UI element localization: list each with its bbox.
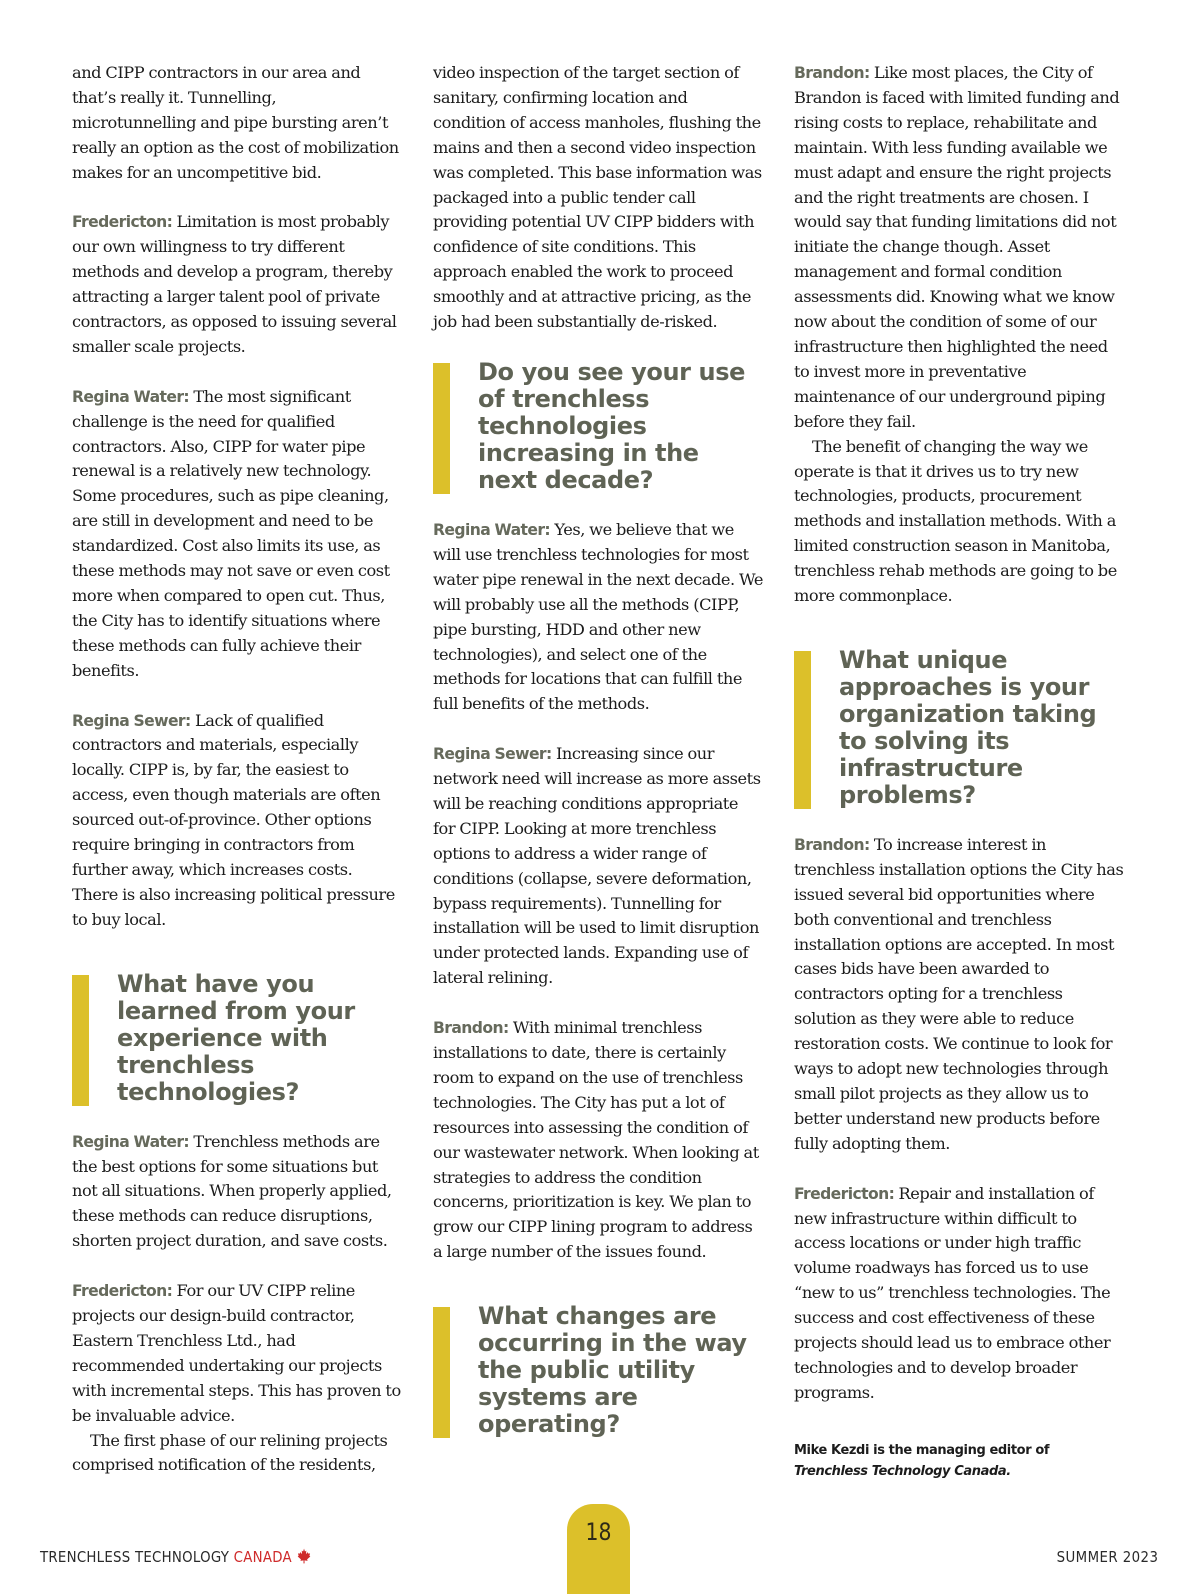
page-number-tab (567, 1504, 630, 1594)
speaker-label: Regina Water: (72, 387, 190, 406)
author-byline (794, 1440, 1124, 1482)
paragraph (72, 1130, 402, 1255)
paragraph-text: Lack of qualified contractors and materials, especially locally. CIPP is, by far, the easiest to access, even though materials are often sourced out-of-province. Other options require bringing in contractors from further away, which increases costs. There is also increasing political pressure to buy local. (72, 710, 395, 929)
paragraph-text: Increasing since our network need will increase as more assets will be reaching conditions appropriate for CIPP. Looking at more trenchless options to address a wider range of conditions (collapse, severe deformation, bypass requirements). Tunnelling for installation will be used to limit disruption under protected lands. Expanding use of lateral relining. (433, 744, 761, 988)
paragraph (72, 709, 402, 933)
question-heading (794, 647, 1124, 809)
maple-leaf-icon (297, 1548, 311, 1568)
footer-publication (40, 1548, 311, 1568)
paragraph (433, 742, 763, 991)
column-3 (794, 61, 1124, 1482)
question-heading (72, 971, 402, 1106)
paragraph-text: Trenchless methods are the best options for some situations but not all situations. When properly applied, these methods can reduce disruptions, shorten project duration, and save costs. (72, 1131, 392, 1251)
paragraph-text: Limitation is most probably our own willingness to try different methods and develop a program, thereby attracting a larger talent pool of private contractors, as opposed to issuing several smaller scale projects. (72, 212, 397, 356)
speaker-label: Brandon: (794, 64, 870, 82)
accent-bar (72, 975, 89, 1106)
paragraph-text: Yes, we believe that we will use trenchless technologies for most water pipe renewal in the next decade. We will probably use all the methods (CIPP, pipe bursting, HDD and other new technologies), and select one of the methods for locations that can fulfill the full benefits of the methods. (433, 519, 763, 714)
paragraph-text: To increase interest in trenchless installation options the City has issued several bid opportunities where both conventional and trenchless installation options are accepted. In most cases bids have been awarded to contractors opting for a trenchless solution as they were able to reduce restoration costs. We continue to look for ways to adopt new technologies through small pilot projects as they allow us to better understand new products before fully adopting them. (794, 834, 1124, 1153)
speaker-label: Fredericton: (794, 1184, 895, 1203)
byline-text: Mike Kezdi is the managing editor of (794, 1442, 1050, 1458)
speaker-label: Regina Sewer: (72, 711, 191, 730)
paragraph (72, 385, 402, 684)
paragraph-text: Repair and installation of new infrastructure within difficult to access locations or under high traffic volume roadways has forced us to use “new to us” trenchless technologies. The success and cost effectiveness of these projects should lead us to embrace other technologies and to develop broader programs. (794, 1183, 1111, 1402)
footer-title-canada: CANADA (233, 1548, 292, 1566)
speaker-label: Brandon: (794, 835, 870, 854)
paragraph: The benefit of changing the way we operate is that it drives us to try new technologies, products, procurement methods and installation methods. With a limited construction season in Manitoba, trenchless rehab methods are going to be more commonplace. (794, 436, 1117, 606)
speaker-label: Brandon: (433, 1019, 509, 1038)
paragraph-text: The most significant challenge is the need for qualified contractors. Also, CIPP for water pipe renewal is a relatively new technology. Some procedures, such as pipe cleaning, are still in development and need to be standardized. Cost also limits its use, as these methods may not save or even cost more when compared to open cut. Thus, the City has to identify situations where these methods can fully achieve their benefits. (72, 386, 390, 680)
paragraph: The first phase of our relining projects comprised notification of the residents, (72, 1430, 388, 1475)
speaker-label: Regina Sewer: (433, 745, 552, 764)
question-text: What unique approaches is your organization taking to solving its infrastructure problems? (839, 645, 1097, 809)
paragraph (794, 1182, 1124, 1406)
column-2 (433, 61, 763, 1462)
speaker-label: Fredericton: (72, 1282, 173, 1301)
paragraph-text: Like most places, the City of Brandon is faced with limited funding and rising costs to replace, rehabilitate and maintain. With less funding available we must adapt and ensure the right projects and the right treatments are chosen. I would say that funding limitations did not initiate the change though. Asset management and formal condition assessments did. Knowing what we know now about the condition of some of our infrastructure then highlighted the need to invest more in preventative maintenance of our underground piping before they fail. (794, 63, 1120, 431)
paragraph (794, 61, 1124, 435)
paragraph: and CIPP contractors in our area and that’s really it. Tunnelling, microtunnelling and pipe bursting aren’t really an option as the cost of mobilization makes for an uncompetitive bid. (72, 63, 399, 182)
question-text: Do you see your use of trenchless technologies increasing in the next decade? (478, 357, 745, 494)
paragraph (794, 833, 1124, 1157)
paragraph-text: For our UV CIPP reline projects our design-build contractor, Eastern Trenchless Ltd., had recommended undertaking our projects with incremental steps. This has proven to be invaluable advice. (72, 1281, 401, 1425)
speaker-label: Fredericton: (72, 213, 173, 232)
speaker-label: Regina Water: (72, 1132, 190, 1151)
footer-title: TRENCHLESS TECHNOLOGY (40, 1548, 234, 1566)
paragraph-text: With minimal trenchless installations to date, there is certainly room to expand on the use of trenchless technologies. The City has put a lot of resources into assessing the condition of our wastewater network. When looking at strategies to address the condition concerns, prioritization is key. We plan to grow our CIPP lining program to address a large number of the issues found. (433, 1018, 759, 1262)
speaker-label: Regina Water: (433, 520, 551, 539)
paragraph (72, 210, 402, 359)
paragraph: video inspection of the target section of sanitary, confirming location and condition of access manholes, flushing the mains and then a second video inspection was completed. This base information was packaged into a public tender call providing potential UV CIPP bidders with confidence of site conditions. This approach enabled the work to proceed smoothly and at attractive pricing, as the job had been substantially de-risked. (433, 63, 762, 332)
question-text: What changes are occurring in the way the public utility systems are operating? (478, 1302, 747, 1439)
publication-name: Trenchless Technology Canada. (794, 1463, 1011, 1479)
paragraph (433, 1016, 763, 1265)
accent-bar (433, 363, 450, 494)
question-text: What have you learned from your experience with trenchless technologies? (117, 969, 355, 1106)
paragraph (433, 518, 763, 717)
accent-bar (794, 651, 811, 809)
page-number: 18 (585, 1518, 612, 1546)
footer-issue: SUMMER 2023 (1056, 1548, 1158, 1566)
column-1 (72, 61, 402, 1478)
paragraph (72, 1279, 402, 1428)
accent-bar (433, 1307, 450, 1438)
question-heading (433, 359, 763, 494)
question-heading (433, 1303, 763, 1438)
